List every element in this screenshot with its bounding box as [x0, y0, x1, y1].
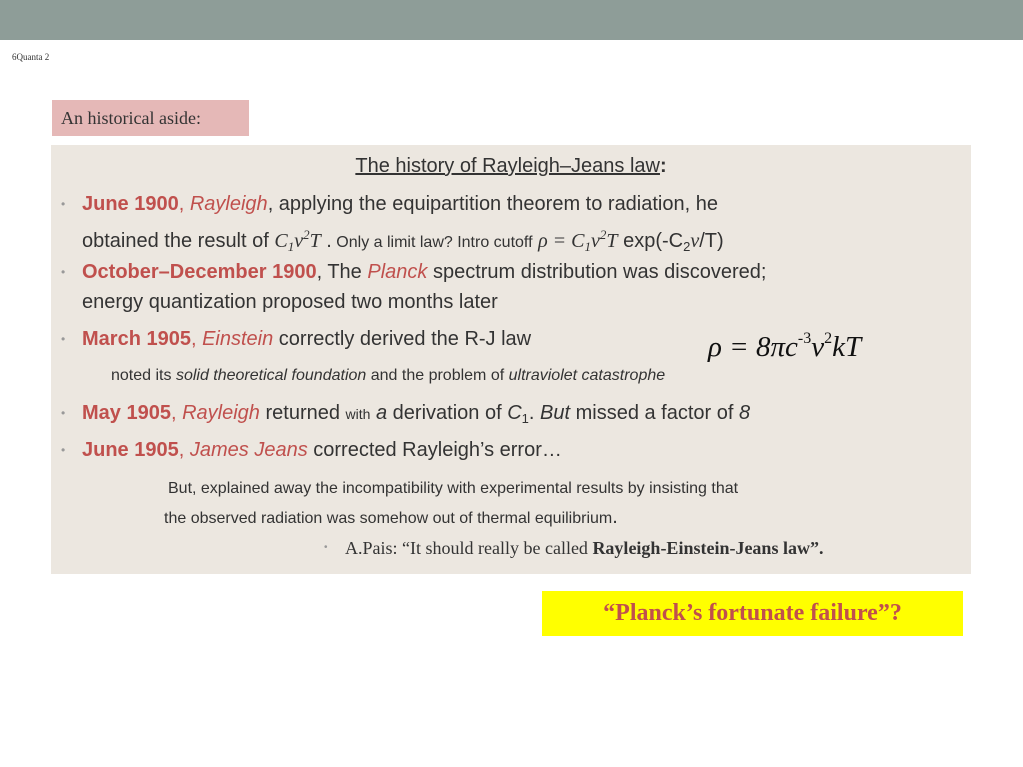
bullet-1-line-2	[82, 223, 724, 259]
formula-rho: ρ = 8πc	[708, 331, 798, 363]
date: October–December 1900	[82, 261, 317, 283]
comma: ,	[178, 439, 185, 461]
text: the observed radiation was somehow out of thermal equilibrium	[164, 510, 613, 527]
bold-text: Rayleigh-Einstein-Jeans law	[592, 538, 810, 558]
text: But, explained away the incompatibility with experimental results by insisting that	[168, 480, 739, 497]
text: and the problem of	[366, 367, 509, 384]
formula-nu-exponent: 2	[824, 330, 833, 347]
italic-text: ultraviolet catastrophe	[508, 367, 666, 384]
bullet-4-line-1	[82, 401, 750, 431]
dot: .	[612, 506, 618, 528]
with-text: with	[345, 406, 371, 422]
text: , applying the equipartition theorem to radiation, he	[267, 193, 718, 215]
formula-exponent: -3	[797, 330, 812, 347]
person-name: Rayleigh	[182, 402, 260, 424]
rho-equation: ρ = C	[538, 230, 585, 252]
italic-eight: 8	[739, 402, 751, 424]
text: A.Pais: “It should really be called	[345, 538, 593, 558]
rho-c-subscript: 1	[584, 239, 592, 254]
rho-t: T	[606, 230, 618, 252]
formula-rho	[538, 227, 618, 254]
person-name: Rayleigh	[189, 193, 268, 215]
text: corrected Rayleigh’s error…	[307, 439, 562, 461]
date: May 1905	[82, 402, 171, 424]
c-symbol: C	[274, 230, 288, 252]
aside-label: An historical aside:	[52, 100, 249, 136]
limit-law-text: Only a limit law? Intro cutoff	[331, 234, 533, 251]
content-box	[51, 145, 971, 574]
text: , The	[316, 261, 362, 283]
exp-nu: ν	[690, 230, 700, 252]
dot: .	[320, 230, 332, 252]
dot: .	[528, 402, 535, 424]
box-title	[51, 154, 971, 178]
date: June 1905	[82, 439, 179, 461]
bullet-dot: •	[61, 332, 66, 346]
slide-number: 6Quanta 2	[12, 52, 50, 62]
rho-nu: ν	[591, 230, 600, 252]
note-line	[111, 366, 665, 386]
formula-c1	[274, 227, 321, 254]
bullet-3-line-1	[82, 327, 531, 351]
note-line	[168, 479, 738, 499]
text: energy quantization proposed two months later	[82, 291, 498, 313]
bullet-2-line-2	[82, 290, 498, 314]
comma: ,	[178, 193, 185, 215]
person-name: Planck	[367, 261, 428, 283]
bullet-1-line-1	[82, 192, 718, 216]
person-name: James Jeans	[189, 439, 308, 461]
text: spectrum distribution was discovered;	[427, 261, 767, 283]
bullet-dot: •	[61, 197, 66, 211]
exp-end: /T)	[699, 230, 724, 252]
c-symbol: C	[507, 402, 522, 424]
quote-end: ”.	[809, 538, 824, 558]
box-title-text: The history of Rayleigh–Jeans law	[355, 155, 660, 177]
formula-kt: kT	[832, 331, 862, 363]
date: June 1900	[82, 193, 179, 215]
exp-subscript: 2	[683, 239, 691, 254]
rho-nu-superscript: 2	[599, 227, 607, 242]
highlight-callout: “Planck’s fortunate failure”?	[542, 591, 963, 636]
bullet-dot: •	[61, 443, 66, 457]
nu-superscript: 2	[303, 227, 310, 242]
italic-text: solid theoretical foundation	[175, 367, 367, 384]
italic-a: a	[370, 402, 388, 424]
person-name: Einstein	[202, 328, 274, 350]
comma: ,	[170, 402, 177, 424]
text: returned	[259, 402, 346, 424]
date: March 1905	[82, 328, 191, 350]
rj-law-formula	[708, 323, 861, 363]
italic-but: But	[534, 402, 571, 424]
text: noted its	[111, 367, 176, 384]
top-bar	[0, 0, 1023, 40]
bullet-dot: •	[61, 265, 66, 279]
exp-text: exp(-C	[617, 230, 684, 252]
text: correctly derived the R-J law	[273, 328, 532, 350]
bullet-5-line-1	[82, 438, 562, 462]
t-symbol: T	[309, 230, 321, 252]
nu-symbol: ν	[294, 230, 304, 252]
c-subscript: 1	[521, 411, 529, 426]
text: derivation of	[387, 402, 508, 424]
bullet-dot: •	[324, 542, 328, 553]
pais-quote	[345, 536, 823, 560]
note-line	[164, 507, 618, 529]
formula-nu: ν	[811, 331, 825, 363]
text: missed a factor of	[570, 402, 739, 424]
bullet-dot: •	[61, 406, 66, 420]
bullet-2-line-1	[82, 260, 766, 284]
box-title-colon: :	[659, 155, 667, 177]
c-subscript: 1	[287, 239, 295, 254]
text: obtained the result of	[82, 230, 269, 252]
comma: ,	[190, 328, 197, 350]
